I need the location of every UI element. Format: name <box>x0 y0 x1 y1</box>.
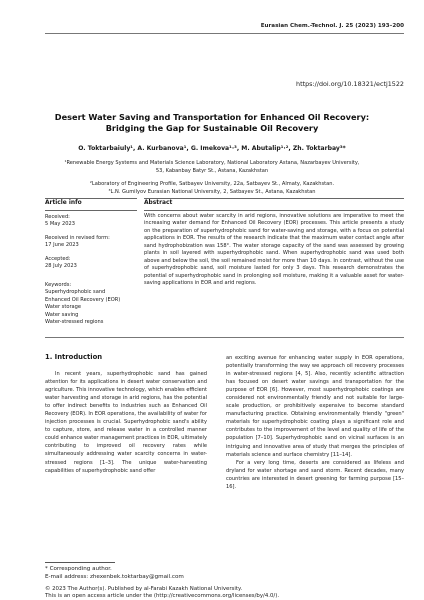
license-line[interactable]: This is an open access article under the (http://creativecommons.org/licenses/by/4.0/). <box>45 593 280 599</box>
revised-label: Received in revised form: <box>45 235 110 241</box>
revised-date <box>45 235 137 249</box>
intro-paragraph-1-continued: an exciting avenue for enhancing water supply in EOR operations, potentially transforming the way we approach oil recovery processes in water-stressed regions [4, 5]. Also, recently scientific attraction has focused on desert water savings and transportation for the purpose of EOR [6]. However, most superhydrophobic coatings are considered not environmentally friendly and not suitable for large-scale production, or prohibitively expensive to become standard manufacturing practice. Obtaining environmentally friendly "green" materials for superhydrophobic coating plays a significant role and contributes to the improvement of the level and quality of life of the population [7–10]. Superhydrophobic sand on vicinal surfaces is an intriguing and innovative area of study that merges the principles of materials science and surface chemistry [11–14]. <box>226 355 404 458</box>
title-line-2: Bridging the Gap for Sustainable Oil Recovery <box>105 123 319 133</box>
corresponding-email[interactable]: E-mail address: zhexenbek.toktarbay@gmail.com <box>45 574 184 580</box>
affiliation-3: ³L.N. Gumilyov Eurasian National University, 2, Satbayev St., Astana, Kazakhstan <box>108 188 316 195</box>
doi-link[interactable]: https://doi.org/10.18321/ectj1522 <box>296 80 404 88</box>
keywords-label: Keywords: <box>45 282 72 288</box>
title-line-1: Desert Water Saving and Transportation for Enhanced Oil Recovery: <box>54 112 370 122</box>
body-column-right <box>226 354 404 491</box>
footnote-rule <box>45 562 115 563</box>
affiliation-1 <box>40 160 384 175</box>
corresponding-author-note: * Corresponding author. <box>45 566 112 572</box>
abstract-text: With concerns about water scarcity in arid regions, innovative solutions are imperative to meet the increasing water demand for Enhanced Oil Recovery (EOR) processes. This article presents a study on the preparation of superhydrophobic sand for water-saving and storage, with a focus on potential applications in EOR. The results of the research indicate that the maximum water contact angle after sand hydrophobization was 158°. The water storage capacity of the sand was assessed by growing plants in soil layered with superhydrophobic sand. When superhydrophobic sand was used both above and below the soil, the soil remained moist for more than 10 days. In contrast, without the use of superhydrophobic sand, soil moisture lasted for only 3 days. This research demonstrates the potential of superhydrophobic sand in prolonging soil moisture, making it a valuable asset for water-saving applications in EOR and arid regions. <box>144 213 404 287</box>
received-value: 5 May 2023 <box>45 221 75 228</box>
keyword-item: Superhydrophobic sand <box>45 289 106 296</box>
received-label: Received: <box>45 214 70 220</box>
accepted-label: Accepted: <box>45 256 71 262</box>
received-date <box>45 214 137 228</box>
keyword-item: Water storage <box>45 304 82 311</box>
header-rule <box>45 33 404 34</box>
accepted-date <box>45 256 137 270</box>
article-info-heading: Article info <box>45 198 137 211</box>
revised-value: 17 June 2023 <box>45 242 79 249</box>
affiliation-1-line-1: ¹Renewable Energy Systems and Materials Science Laboratory, National Laboratory Astana, Nazarbayev University, <box>64 160 360 166</box>
section-divider <box>45 337 404 338</box>
affiliation-2: ²Laboratory of Engineering Profile, Satbayev University, 22a, Satbayev St., Almaty, Kazakhstan. <box>89 181 335 187</box>
keyword-item: Enhanced Oil Recovery (EOR) <box>45 296 121 303</box>
article-title <box>40 112 384 134</box>
introduction-heading: 1. Introduction <box>45 353 103 361</box>
keyword-item: Water saving <box>45 311 79 318</box>
author-list: O. Toktarbaiuly¹, A. Kurbanova¹, G. Imekova¹·³, M. Abutalip¹·², Zh. Toktarbay³* <box>78 145 346 152</box>
keywords-block <box>45 282 137 326</box>
copyright-line: © 2023 The Author(s). Published by al-Farabi Kazakh National University. <box>45 586 243 592</box>
accepted-value: 28 July 2023 <box>45 263 77 270</box>
affiliation-1-line-2: 53, Kabanbay Batyr St., Astana, Kazakhstan <box>155 167 269 174</box>
intro-paragraph-1: In recent years, superhydrophobic sand has gained attention for its applications in desert water conservation and agriculture. This innovative technology, which enables efficient water harvesting and storage in arid regions, has the potential to offer indirect benefits to industries such as Enhanced Oil Recovery (EOR). In EOR operations, the availability of water for injection processes is crucial. Superhydrophobic sand's ability to capture, store, and release water in a controlled manner could enhance water management practices in EOR, ultimately contributing to improved oil recovery rates while simultaneously addressing water scarcity concerns in water-stressed regions [1–3]. The unique water-harvesting capabilities of superhydrophobic sand offer <box>45 371 207 474</box>
intro-paragraph-2: For a very long time, deserts are considered as lifeless and dryland for water shortage and sand storm. Recent decades, many countries are interested in desert greening for farming purpose [15–16]. <box>226 459 404 490</box>
keyword-item: Water-stressed regions <box>45 319 104 326</box>
body-column-left <box>45 370 207 475</box>
abstract-heading: Abstract <box>144 198 404 211</box>
journal-citation: Eurasian Chem.-Technol. J. 25 (2023) 193–200 <box>260 23 404 29</box>
